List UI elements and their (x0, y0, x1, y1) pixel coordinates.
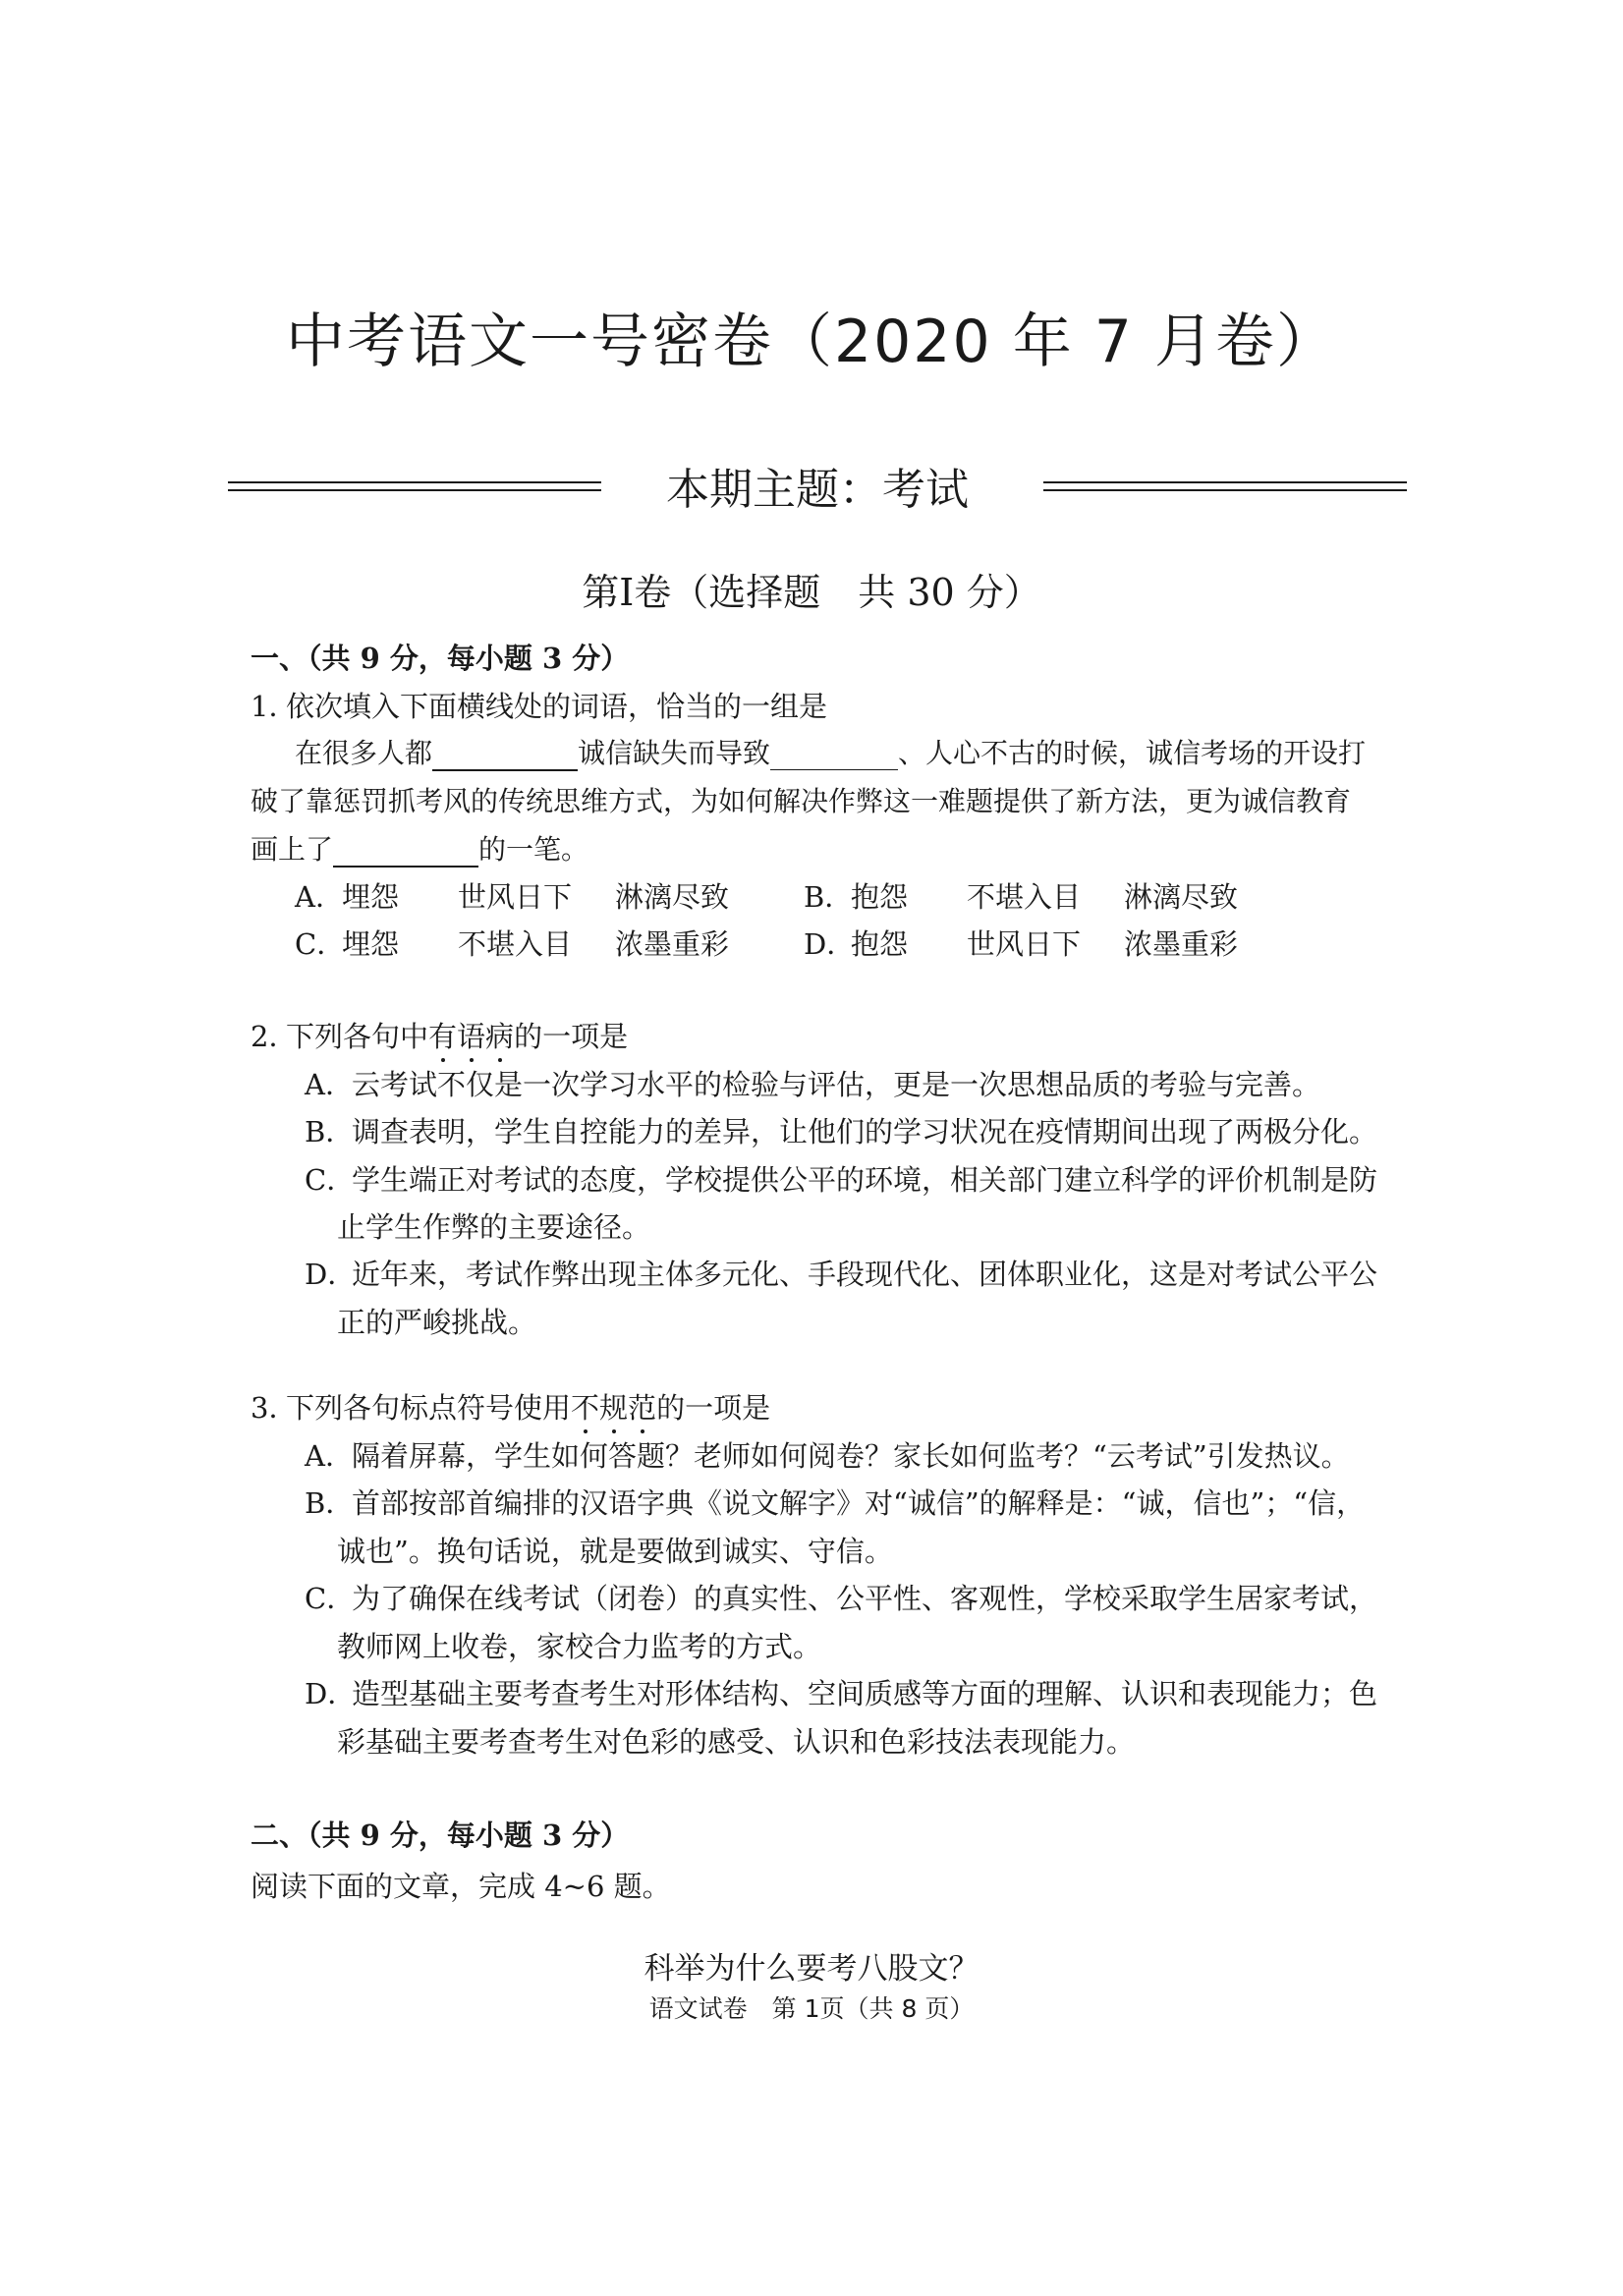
passage-line-2: 破了靠惩罚抓考风的传统思维方式，为如何解决作弊这一难题提供了新方法，更为诚信教育 (251, 785, 1352, 817)
option-text: 首部按部首编排的汉语字典《说文解字》对“诚信”的解释是：“诚，信也”；“信， (352, 1486, 1366, 1520)
option-word: 埋怨 (342, 880, 400, 914)
question-number: 1． (251, 690, 298, 723)
q2-option-b (305, 1110, 1377, 1150)
answer-blank-2 (770, 737, 898, 770)
option-text: 为了确保在线考试（闭卷）的真实性、公平性、客观性，学校采取学生居家考试， (352, 1582, 1378, 1615)
question-number: 3． (251, 1391, 298, 1425)
option-letter: B． (305, 1115, 355, 1148)
emphasis-char: 规 (599, 1391, 629, 1425)
emphasis-char: 有 (428, 1020, 458, 1053)
answer-blank-1 (432, 737, 578, 771)
question-text: 下列各句标点符号使用 (286, 1391, 572, 1425)
option-text: 调查表明，学生自控能力的差异，让他们的学习状况在疫情期间出现了两极分化。 (352, 1115, 1378, 1148)
option-letter: C． (305, 1163, 356, 1197)
passage-text: 、人心不古的时候，诚信考场的开设打 (898, 737, 1367, 769)
option-c (295, 923, 729, 963)
option-text: 造型基础主要考查考生对形体结构、空间质感等方面的理解、认识和表现能力；色 (352, 1677, 1378, 1710)
q2-option-d (305, 1253, 1377, 1293)
option-letter: D． (305, 1258, 357, 1291)
option-d (804, 923, 1238, 963)
passage-text: 诚信缺失而导致 (578, 737, 771, 769)
emphasis-char: 不 (571, 1391, 600, 1425)
option-b (804, 875, 1238, 916)
option-letter: C． (305, 1582, 356, 1615)
option-text: 近年来，考试作弊出现主体多元化、手段现代化、团体职业化，这是对考试公平公 (352, 1258, 1378, 1291)
option-word: 世风日下 (967, 927, 1082, 961)
q3-option-a (305, 1434, 1350, 1475)
reading-instruction: 阅读下面的文章，完成 4~6 题。 (251, 1870, 671, 1903)
option-letter: D． (804, 927, 856, 961)
option-letter: B． (305, 1486, 355, 1520)
q3-option-b-cont: 诚也”。换句话说，就是要做到诚实、守信。 (337, 1535, 893, 1568)
option-word: 不堪入目 (458, 927, 573, 961)
passage-line-1 (295, 732, 1366, 771)
option-letter: C． (295, 927, 346, 961)
exam-title: 中考语文一号密卷（2020 年 7 月卷） (285, 308, 1338, 376)
passage-text: 画上了 (251, 833, 334, 866)
option-letter: D． (305, 1677, 357, 1710)
option-word: 淋漓尽致 (1124, 880, 1239, 914)
emphasis-char: 范 (628, 1391, 657, 1425)
theme-banner (228, 454, 1407, 517)
option-word: 世风日下 (458, 880, 573, 914)
option-word: 抱怨 (851, 880, 909, 914)
option-word: 浓墨重彩 (615, 927, 730, 961)
part-heading: 第Ⅰ卷（选择题 共 30 分） (582, 571, 1041, 614)
passage-text: 的一笔。 (478, 833, 589, 866)
option-word: 抱怨 (851, 927, 909, 961)
question-text: 下列各句中 (286, 1020, 429, 1053)
question-1-stem (251, 685, 827, 725)
option-letter: B． (804, 880, 854, 914)
option-word: 埋怨 (342, 927, 400, 961)
q3-option-c (305, 1577, 1377, 1617)
question-3-stem (251, 1386, 770, 1427)
q2-option-d-cont: 正的严峻挑战。 (337, 1306, 537, 1339)
passage-line-3 (251, 828, 588, 868)
q3-option-d-cont: 彩基础主要考查考生对色彩的感受、认识和色彩技法表现能力。 (337, 1725, 1136, 1759)
option-letter: A． (305, 1068, 354, 1101)
q3-option-b (305, 1482, 1365, 1522)
answer-blank-3 (333, 833, 478, 868)
question-text: 的一项是 (514, 1020, 629, 1053)
question-number: 2． (251, 1020, 298, 1053)
section-one-heading: 一、（共 9 分，每小题 3 分） (251, 642, 630, 675)
question-2-stem (251, 1015, 628, 1055)
emphasis-char: 病 (485, 1020, 515, 1053)
question-text: 的一项是 (656, 1391, 771, 1425)
option-word: 浓墨重彩 (1124, 927, 1239, 961)
article-title: 科举为什么要考八股文？ (644, 1951, 979, 1987)
option-text: 学生端正对考试的态度，学校提供公平的环境，相关部门建立科学的评价机制是防 (352, 1163, 1378, 1197)
section-two-heading: 二、（共 9 分，每小题 3 分） (251, 1819, 630, 1852)
q2-option-c (305, 1158, 1377, 1199)
option-letter: A． (295, 880, 344, 914)
option-text: 隔着屏幕，学生如何答题？老师如何阅卷？家长如何监考？“云考试”引发热议。 (352, 1439, 1350, 1473)
q3-option-d (305, 1672, 1377, 1712)
option-letter: A． (305, 1439, 354, 1473)
q3-option-c-cont: 教师网上收卷，家校合力监考的方式。 (337, 1630, 822, 1663)
q2-option-a (305, 1063, 1320, 1103)
question-text: 依次填入下面横线处的词语，恰当的一组是 (286, 690, 828, 723)
option-word: 不堪入目 (967, 880, 1082, 914)
emphasis-char: 语 (457, 1020, 486, 1053)
q2-option-c-cont: 止学生作弊的主要途径。 (337, 1210, 651, 1244)
theme-heading: 本期主题：考试 (666, 465, 969, 515)
option-text: 云考试不仅是一次学习水平的检验与评估，更是一次思想品质的考验与完善。 (352, 1068, 1321, 1101)
option-word: 淋漓尽致 (615, 880, 730, 914)
option-a (295, 875, 729, 916)
double-rule-right (1043, 481, 1407, 491)
passage-text: 在很多人都 (295, 737, 433, 769)
page-footer: 语文试卷 第 1页（共 8 页） (648, 1994, 975, 2023)
